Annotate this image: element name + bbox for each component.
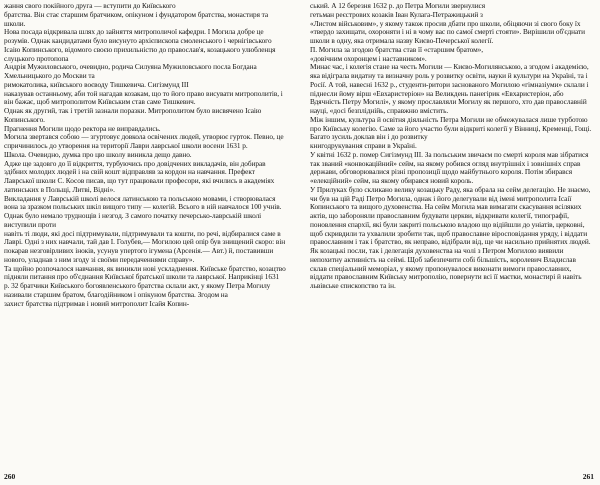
text-line: покарав незговірливих іноків, усунув упертого ігумена (Арсенія.— Авт.) й, поставивши <box>4 247 274 255</box>
text-line: щоб скривдили та ухвалили зробити так, щоб православне віросповідання уряду, і віддати <box>310 229 588 238</box>
left-page <box>4 2 290 483</box>
text-line: «твердо захищати, охороняти і ні в чому вас по самої смерті стояти». Вирішили об'єднати <box>310 28 585 37</box>
text-line: Могила звертався собою — згуртовує довкола освічених людей, утворює гурток. Певно, це <box>4 133 284 142</box>
text-line: здібних молодих людей і на свій кошт відправляв за кордон на навчання. Префект <box>4 168 255 177</box>
right-page <box>310 2 596 483</box>
text-line: школи в одну, яка отримала назву Києво-Печерської колегії. <box>310 37 494 45</box>
text-line: спричинилось до утворення на території Лаври лаврської школи восени 1631 р. <box>4 142 248 150</box>
text-line: Адже ще задовго до її відкриття, турбуючись про довідчених викладачів, він добирав <box>4 159 266 168</box>
text-line: навіть ті люди, які досі підтримували, підтримували та кошти, по речі, відбиралися саме в <box>4 229 281 238</box>
text-line: Лаврської школи С. Косов писав, що тут працювали професори, які вчились в академіях <box>4 177 275 185</box>
text-line: поновлення єпархії, які були закриті польською владою що відійшли до уніатів, церковні, <box>310 220 585 229</box>
text-line: р. 32 братчики Київського богоявленського братства склали акт, у якому Петра Могилу <box>4 282 271 290</box>
text-line: Прагнення Могили щодо ректора не виправдались. <box>4 124 161 133</box>
left-page-number: 260 <box>4 472 16 481</box>
text-line: чи був на цій Раді Петро Могила, однак і його делегували від імені митрополита Ісаії <box>310 194 572 203</box>
text-line: школи. <box>4 19 26 28</box>
text-line: Однак як другий, так і третій зазнали поразки. Митрополитом було висвячено Ісаію <box>4 107 262 115</box>
text-line: Лаврі. Одні з них навчали, тай дав І. Голубев,— Могилою цей опір був знищений скоро: він <box>4 238 286 247</box>
text-line: піднесли йому вірш «Евхаристеріон» на Великдень панегірик «Евхаристеріон, або <box>310 89 564 98</box>
text-line: склав спеціальний меморіал, у якому пропонувалося виконати вимоги православних, <box>310 264 572 273</box>
text-line: Нова посада відкривала шлях до зайняття митрополичої кафедри. І Могила добре це <box>4 28 264 37</box>
text-line: розумів. Однак кандидатами було висунуто архієпископа смоленського і чернігівського <box>4 37 272 45</box>
text-line: так званий «конвокаційний» сейм, на якому робився огляд внутрішніх і зовнішніх справ <box>310 159 581 168</box>
text-line: держави, обговорювалися різні пропозиції щодо майбутнього короля. Потім збирався <box>310 168 573 177</box>
text-line: Андрія Мужиловського, очевидно, родича Силуяна Мужиловського посла Богдана <box>4 63 257 72</box>
text-line: непохитну активність на сеймі. Щоб забезпечити собі більшість, королевич Владислав <box>310 255 576 264</box>
text-line: братства. Він стає старшим братчиком, опікуном і фундатором братства, монастиря та <box>4 10 269 19</box>
text-line: вона за зразком польських шкіл вищого типу — колегій. Всього в ній навчалося 100 учнів. <box>4 203 282 212</box>
text-line: ський. А 12 березня 1632 р. до Петра Могили звернулися <box>310 2 486 10</box>
text-line: «довічним охоронцем і наставником». <box>310 54 427 63</box>
text-line: У Прилуках було скликано велику козацьку Раду, яка обрала на сейм делегацію. Не знаємо, <box>310 185 591 194</box>
text-line: слуцького протопопа <box>4 54 69 63</box>
text-line: називали старшим братом, благодійником і опікуном братства. Згодом на <box>4 290 228 299</box>
text-line: виступили проти <box>4 220 56 229</box>
text-line: Однак було немало труднощів і незгод. З самого початку печерсько-лаврській школі <box>4 212 262 220</box>
text-line: віддати православним Київську митрополію, повернути всі її маєтки, монастирі й навіть <box>310 273 582 282</box>
text-line: книгодрукування справи в Україні. <box>310 142 417 150</box>
text-line: «елекційний» сейм, на якому обирався новий король. <box>310 177 474 185</box>
text-line: Між іншим, культура й освітня діяльність Петра Могили не обмежувалася лише турботою <box>310 115 588 124</box>
text-line: про Київську колегію. Саме за його участю були відкриті колегії у Вінниці, Кременці, Гощі. <box>310 124 592 133</box>
text-line: захист братства підтримав і новий митрополит Ісайя Копин- <box>4 299 190 308</box>
text-line: яка відіграла видатну та визначну роль у розвитку освіти, науки й культури на Україні, та і <box>310 72 588 80</box>
text-line: римокатолика, київського воєводу Тишкевича. Сигізмунд III <box>4 80 189 89</box>
text-line: Як козацькі посли, так і делегація духовенства на чолі з Петром Могилою виявили <box>310 247 564 255</box>
text-line: Та щойно розпочалося навчання, як виникли нові ускладнення. Київське братство, козацтво <box>4 264 286 273</box>
text-line: Хмельницького до Москви та <box>4 72 95 80</box>
right-page-text <box>310 2 596 291</box>
text-line: Минає час, і колегія стане на честь Могили — Києво-Могилянською, а згодом і академією, <box>310 63 589 72</box>
text-line: він бажає, щоб митрополитом Київським став саме Тишкевич. <box>4 98 196 107</box>
text-line: У квітні 1632 р. помер Сигізмунд III. За польським звичаєм по смерті короля мав зібратися <box>310 150 589 159</box>
text-line: підняли питання про об'єднання Київської братської школи та лаврської. Наприкінці 1631 <box>4 273 280 282</box>
left-page-text <box>4 2 290 308</box>
text-line: Копинського та вищого духовенства. На сейм Могила мав вимагати скасування всіляких <box>310 203 582 212</box>
text-line: православним і так і братство, як неправо, відібрали від, ще чи насильно прийнятих людей. <box>310 238 591 247</box>
right-page-number: 261 <box>582 472 594 481</box>
text-line: Вдячність Петру Могилі», у якому прославляли Могилу як першого, хто дав православній <box>310 98 587 107</box>
text-line: жання свого покійного друга — вступити до Київського <box>4 2 176 10</box>
text-line: латинських в Польщі, Литві, Відні». <box>4 185 115 194</box>
text-line: «Листом військовим», у якому також просив дбати про школи, обіцяючи зі свого боку їх <box>310 19 581 28</box>
text-line: Багато зусиль доклав він і до розвитку <box>310 133 428 142</box>
text-line: Росії. А той, навесні 1632 р., студенти-ритори заснованого Могилою «гімназіуми» склали і <box>310 80 589 89</box>
text-line: Ісаію Копинського, відомого своєю прихильністю до православ'я, козацького улюбленця <box>4 45 276 54</box>
text-line: Школа. Очевидно, думка про цю школу виникла дещо давно. <box>4 150 192 159</box>
text-line: гетьман реєстрових козаків Іван Кулага-Петражицький з <box>310 10 483 19</box>
text-line: Викладання у Лаврській школі велося латинською та польською мовами, і створювалася <box>4 194 276 203</box>
text-line: актів, що забороняли православним будувати церкви, відкривати колегії, типографії, <box>310 212 569 220</box>
text-line: П. Могила за згодою братства став її «старшим братом», <box>310 45 484 54</box>
text-line: науці, «досі безпліднійь, справжню вмістить. <box>310 107 449 115</box>
text-line: Копинського. <box>4 115 45 124</box>
text-line: львівське єпископство та ін. <box>310 282 396 290</box>
text-line: наказував останньому, аби той нагадав козакам, що то його право висувати митрополитів, і <box>4 89 283 98</box>
text-line: нового, уладнав з ним згоду зі своїми передаченнями справу». <box>4 255 195 264</box>
